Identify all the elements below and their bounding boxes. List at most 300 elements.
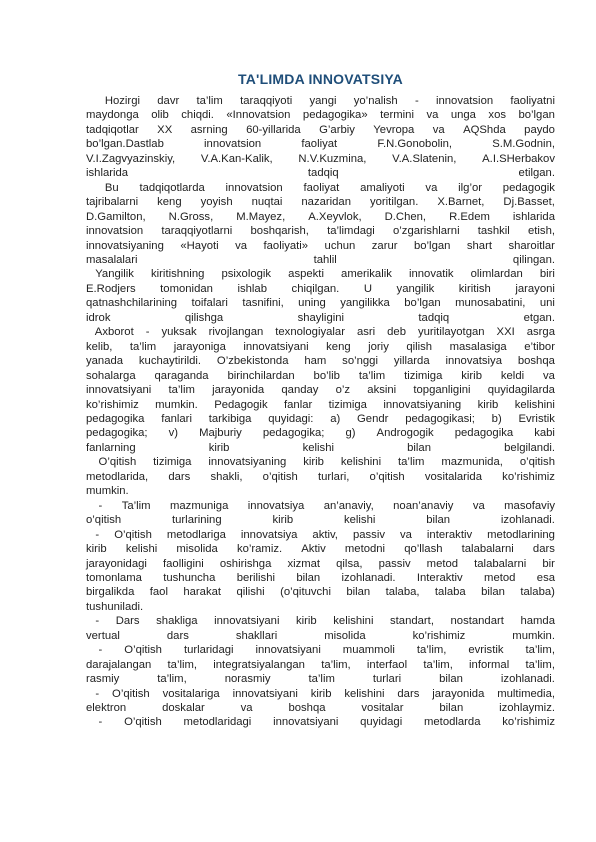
word: yuritilayotgan [417,326,485,339]
word: tadqiq [418,311,450,324]
word: innovatsion [204,138,262,151]
word: hamda [520,615,555,628]
word: talaba) [520,586,555,599]
word: topganligini [413,384,471,397]
word: o’qitish [369,470,405,483]
word: jarayonidagi [86,557,147,570]
word: norasmiy [224,673,271,686]
word: kirib [461,369,482,382]
text-line [86,224,555,238]
word: metodlariga [166,528,226,541]
word: tomonidan [160,282,213,295]
text-line [86,528,555,542]
word: o’z [335,384,351,397]
word: va [235,239,248,252]
word: bir [542,557,555,570]
word: bilan [439,673,463,686]
word: etgan. [523,311,555,324]
word: D.Gamilton, [86,210,146,223]
word: yoritilgan. [369,196,419,209]
word: jarayonida [432,687,485,700]
word: o’qitish [262,470,298,483]
word: harakat [183,586,222,599]
word: kirib [86,543,107,556]
word: Dars [115,615,140,628]
word: pedagogika [454,427,514,440]
word: V.A.Slatenin, [392,152,457,165]
text-line [86,687,555,701]
word: qaraganda [154,369,209,382]
word: Interaktiv [416,571,463,584]
word: ta’lim [129,340,157,353]
word: Androgogik [376,427,434,440]
word: zarur [371,239,398,252]
word: faolligini [162,557,204,570]
word: - [86,499,103,512]
word: Axborot [86,326,134,339]
word: metodlarida, [86,470,149,483]
word: deb [387,326,406,339]
word: fanlari [161,412,192,425]
word: o’qitish [519,456,555,469]
text-line [86,239,555,253]
word: va [240,702,253,715]
word: evristik [468,644,504,657]
word: joriy [368,340,389,353]
word: integratsiyalangan [213,658,305,671]
word: bo’lgan [518,109,555,122]
word: belgilandi. [504,441,555,454]
word: xizmat [287,557,321,570]
text-line [86,94,555,108]
word: pedagogikasi; [405,412,475,425]
word: bilan [439,702,464,715]
word: qilish [406,340,433,353]
word: turlari, [317,470,350,483]
word: boshqa [288,702,326,715]
word: turlari [372,673,402,686]
word: chiqdi. [181,109,214,122]
word: vositalar [361,702,404,715]
word: nostandart [450,615,504,628]
word: innovatsiyaning [208,456,287,469]
word: davr [157,95,180,107]
word: turlaridagi [183,644,234,657]
word: O’qitish [124,644,162,657]
text-line [86,499,555,513]
word: metodlarining [487,528,555,541]
word: birinchilardan [227,369,295,382]
word: aktiv, [312,528,338,541]
word: fanlarning [86,441,136,454]
word: ko’rishimiz [502,716,555,729]
word: - [86,644,103,657]
word: yoyish [200,196,233,209]
word: ta’lim, [423,658,453,671]
word: - [86,687,100,700]
word: qatnashchilarining [86,297,178,310]
word: shakli, [210,470,243,483]
word: bo’lgan.Dastlab [86,138,164,151]
word: kelishini [514,398,555,411]
word: munosabatini, [455,297,526,310]
word: taraqqiyoti [240,95,293,107]
word: metodni [344,543,386,556]
word: passiv [378,557,411,570]
word: N.Gross, [168,210,214,223]
word: Evristik [518,412,555,425]
word: elektron [86,702,127,715]
word: bilan [407,441,431,454]
word: kelishi [302,441,334,454]
text-line [86,426,555,440]
word: kelishi [125,543,158,556]
word: va [432,123,445,136]
word: V.I.Zagvyazinskiy, [86,152,176,165]
text-line [86,123,555,137]
word: va [543,369,555,382]
word: multimedia, [497,687,555,700]
word: O’qitish [114,528,152,541]
word: Ta’lim [121,499,151,512]
word: bo’lgan [404,297,441,310]
word: kirib [477,398,499,411]
word: o’qitish [86,514,122,527]
word: AQShda [463,123,506,136]
word: paydo [524,123,555,136]
word: va [399,528,412,541]
word: qilishi [236,586,265,599]
word: asrning [190,123,228,136]
text-line [86,470,555,484]
text-line: tushuniladi. [86,600,144,613]
word: ishlab [237,282,267,295]
word: sharoitlar [508,239,555,252]
word: kelishini [333,615,374,628]
word: nuqtai [251,196,283,209]
word: muammoli [342,644,395,657]
word: vositalarida [424,470,483,483]
word: yuksak [161,326,197,339]
word: boshqa [517,355,555,368]
text-line [86,513,555,527]
text-line [86,455,555,469]
word: maydonga [86,109,139,122]
word: Majburiy [199,427,242,440]
word: asri [356,326,376,339]
word: uning [298,297,326,310]
word: ta’lim, [157,673,187,686]
word: a) [330,412,341,425]
word: misolida [176,543,218,556]
word: innovatsiya [240,528,298,541]
word: A.Xeyvlok, [308,210,362,223]
word: standart, [390,615,434,628]
word: pedagogika» [302,109,368,122]
word: - [414,95,419,107]
text-line [86,210,555,224]
word: M.Mayez, [236,210,286,223]
word: etilgan. [518,167,555,180]
word: toifalari [191,297,228,310]
text-line [86,585,555,599]
word: ishlarida [512,210,555,223]
word: ta’lim [398,456,425,469]
word: V.A.Kan-Kalik, [200,152,273,165]
word: jarayoni [515,282,555,295]
word: XX [157,123,173,136]
word: O’zbekistonda [216,355,289,368]
word: tadqiqotlar [86,123,139,136]
word: bilan [426,514,451,527]
word: rasmiy [86,673,120,686]
text-line [86,629,555,643]
word: b) [491,412,502,425]
word: Hozirgi [86,95,140,107]
word: olimlardan [470,268,523,281]
word: pedagogika; [86,427,148,440]
text-line [86,282,555,296]
word: etish, [527,225,555,238]
word: doskalar [162,702,205,715]
word: ta’lim, [525,658,555,671]
word: masalalari [86,253,138,266]
text-line [86,137,555,151]
word: ta’lim [168,384,195,397]
word: quyidagilarda [487,384,555,397]
word: bilan [481,586,505,599]
word: innovatsiyaning [86,239,164,252]
word: Yangilik [86,268,134,281]
document-page [86,70,555,730]
word: innovatsion [225,181,283,194]
text-line [86,412,555,426]
word: ko’rishimiz [502,470,555,483]
word: ta’lim, [167,658,198,671]
word: vositalariga [162,687,220,700]
word: yangilik [396,282,435,295]
text-line [86,267,555,281]
word: tashkil [477,225,510,238]
word: talaba, [385,586,420,599]
word: talaba [434,586,466,599]
word: tushuncha [163,571,216,584]
word: faoliyatni [510,95,555,107]
word: faol [149,586,168,599]
word: R.Edem [449,210,490,223]
word: innovatsiyani [243,340,309,353]
word: keng [157,196,182,209]
word: dars [168,470,191,483]
word: taraqqiyotlarni [161,225,233,238]
word: ta’lim [358,369,386,382]
word: qanday [281,384,319,397]
word: qilishga [184,311,224,324]
text-line [86,701,555,715]
word: E.Rodjers [86,282,136,295]
word: shayligini [297,311,345,324]
word: rivojlangan [208,326,264,339]
text-line [86,253,555,267]
word: yillarda [393,355,430,368]
word: sohalarga [86,369,136,382]
word: - [86,528,100,541]
word: Dj.Basset, [503,196,555,209]
word: Pedagogik [214,398,268,411]
word: ta’lim, [416,644,447,657]
word: U [363,282,372,295]
word: bo’lgan [413,239,451,252]
word: ishlarida [86,167,129,180]
text-line [86,715,555,729]
word: mazmunida, [441,456,503,469]
word: izohlaymiz. [499,702,555,715]
word: tomonlama [86,571,142,584]
text-line [86,296,555,310]
text-line [86,672,555,686]
word: va [425,181,438,194]
word: tajribalarni [86,196,139,209]
word: tasnifini, [242,297,284,310]
word: metodlaridagi [183,716,252,729]
text-line [86,311,555,325]
word: tadqiqotlarda [139,181,205,194]
word: boshqarish, [250,225,309,238]
word: kirib [208,441,230,454]
word: termini [380,109,414,122]
text-line [86,325,555,339]
word: shakllari [235,629,278,642]
word: keldi [500,369,525,382]
word: Yevropa [373,123,415,136]
word: tizimiga [404,369,443,382]
word: innovatsion [435,95,494,107]
word: N.V.Kuzmina, [298,152,367,165]
word: innovatsiyani [255,644,321,657]
word: idrok [86,311,111,324]
word: uni [539,297,555,310]
word: qilsa, [336,557,363,570]
word: asrga [526,326,555,339]
word: oshirishga [219,557,272,570]
word: bo’lib [313,369,340,382]
word: - [86,615,100,628]
word: ko’rishimiz [412,629,466,642]
word: metodlarda [423,716,481,729]
word: S.M.Godnin, [492,138,555,151]
word: ko’ramiz. [236,543,283,556]
word: ilg’or [458,181,482,194]
word: nazaridan [301,196,351,209]
word: A.I.SHerbakov [482,152,555,165]
word: ta’lim [308,673,335,686]
word: tadqiq [307,167,339,180]
text-line [86,557,555,571]
word: ham [304,355,327,368]
word: 60-yillarida [246,123,301,136]
word: fanlar [283,398,313,411]
word: qilingan. [512,253,555,266]
word: Gendr [357,412,389,425]
text-line [86,383,555,397]
word: g) [345,427,356,440]
word: kirib [272,514,294,527]
word: kirib [310,687,332,700]
word: darajalangan [86,658,152,671]
word: turlarining [172,514,222,527]
word: noan’anaviy [393,499,454,512]
word: ko’rishimiz [86,398,139,411]
text-line [86,643,555,657]
word: va [472,499,485,512]
word: biri [539,268,555,281]
word: e’tibor [524,340,555,353]
word: so’nggi [342,355,378,368]
word: dars [166,629,189,642]
word: jarayoniga [173,340,226,353]
text-line [86,108,555,122]
word: innovatsiyani [86,384,152,397]
word: O’qitish [86,456,137,469]
word: shart [466,239,492,252]
word: innovatik [408,268,454,281]
word: quyidagi [360,716,403,729]
word: (o’qituvchi [280,586,331,599]
word: kuchaytirildi. [138,355,202,368]
word: - [145,326,150,339]
word: Aktiv [301,543,326,556]
word: mazmuniga [169,499,229,512]
word: Bu [86,181,119,194]
word: mumkin. [512,629,555,642]
word: kelishini [340,456,382,469]
word: va [426,109,439,122]
text-line: mumkin. [86,485,129,498]
word: tahlil [313,253,337,266]
word: yangi [309,95,337,107]
text-line [86,542,555,556]
word: talabalarni [474,557,527,570]
word: «Hayoti [180,239,219,252]
word: faoliyati» [263,239,309,252]
word: informal [469,658,510,671]
word: keng [326,340,351,353]
document-body [86,94,555,730]
text-line [86,571,555,585]
word: dars [532,543,555,556]
word: aspekti [288,268,324,281]
word: O’qitish [112,687,150,700]
word: pedagogik [502,181,555,194]
word: faoliyat [301,138,338,151]
word: F.N.Gonobolin, [377,138,453,151]
word: innovatsiyani [214,615,280,628]
word: kirib [296,615,317,628]
word: ta’lim, [321,658,351,671]
document-title: TA'LIMDA INNOVATSIYA [238,71,403,87]
text-line [86,658,555,672]
word: texnologiyalar [275,326,345,339]
word: X.Barnet, [437,196,485,209]
word: interfaol [366,658,408,671]
word: shakliga [156,615,198,628]
word: interaktiv [426,528,473,541]
word: kelishi [343,514,376,527]
text-line [86,152,555,166]
word: izohlanadi. [500,673,555,686]
word: quyidagi: [268,412,314,425]
word: an’anaviy, [323,499,374,512]
